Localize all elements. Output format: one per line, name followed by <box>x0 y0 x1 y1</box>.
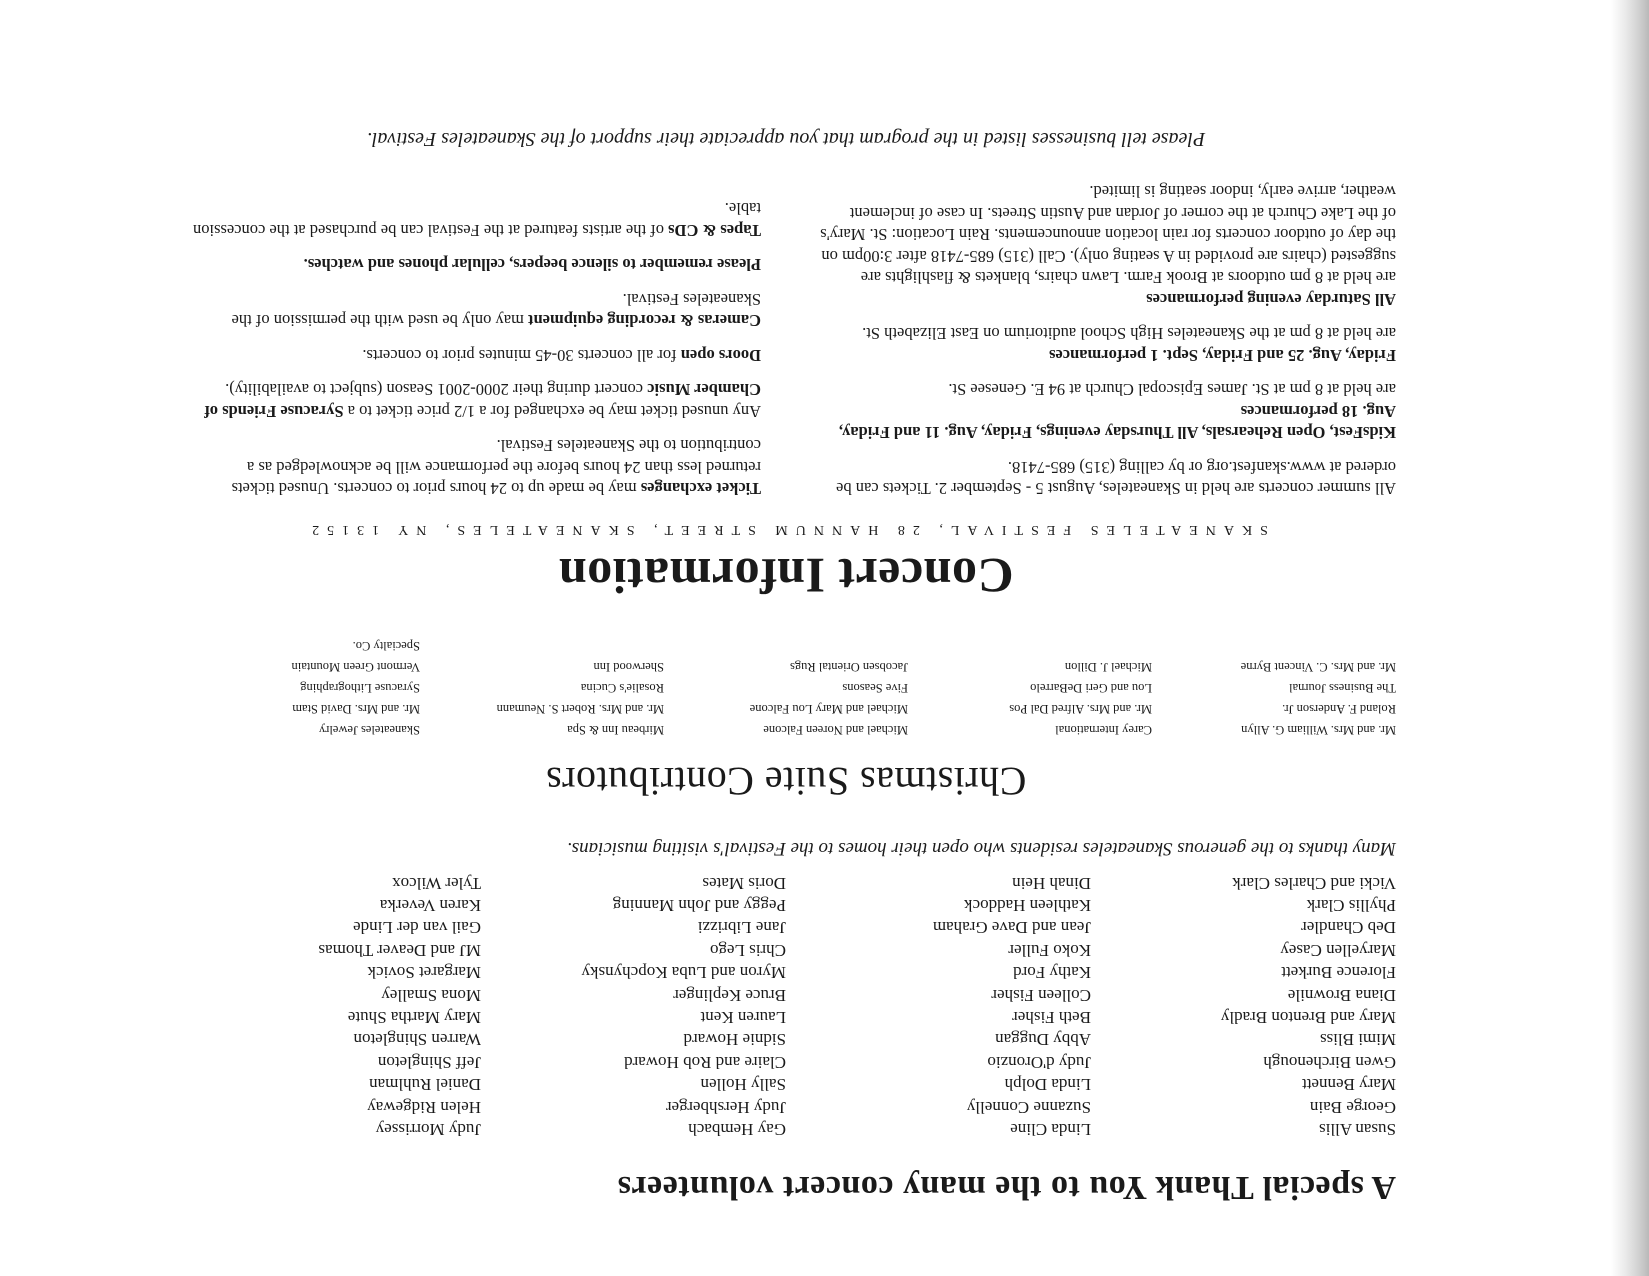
concert-info-body <box>176 168 1396 500</box>
list-item: Mary Martha Shute <box>347 1007 481 1027</box>
volunteers-column-1 <box>1091 871 1396 1140</box>
info-paragraph <box>811 181 1396 310</box>
list-item: Michael J. Dillon <box>1064 660 1152 675</box>
volunteers-column-4 <box>176 871 481 1140</box>
contributors-column-4 <box>420 635 664 740</box>
list-item: Chris Lego <box>709 940 786 960</box>
info-bold: KidsFest, Open Rehearsals, All Thursday evenings, Friday, Aug. 11 and Friday, Aug. 18 performances <box>838 401 1396 443</box>
volunteers-column-3 <box>481 871 786 1140</box>
list-item: Roland F. Anderson Jr. <box>1282 702 1396 717</box>
info-paragraph <box>811 379 1396 444</box>
list-item: Mary and Brenton Bradly <box>1220 1007 1396 1027</box>
list-item: Vicki and Charles Clark <box>1232 873 1396 893</box>
list-item: Warren Shingleton <box>353 1030 481 1050</box>
info-bold: Ticket exchanges <box>640 479 761 499</box>
info-bold: Friday, Aug. 25 and Friday, Sept. 1 performances <box>1049 345 1396 365</box>
list-item: Five Seasons <box>842 681 908 696</box>
list-item: Maryellen Casey <box>1280 940 1396 960</box>
list-item: Kathy Ford <box>1013 963 1091 983</box>
list-item: Peggy and John Manning <box>612 895 786 915</box>
info-text: for all concerts 30-45 minutes prior to concerts. <box>362 345 677 365</box>
list-item: Sally Hollen <box>700 1075 786 1095</box>
info-text: are held at 8 pm at the Skaneateles High School auditorium on East Elizabeth St. <box>862 324 1396 344</box>
list-item: Mr. and Mrs. C. Vincent Byrne <box>1240 660 1396 675</box>
list-item: Gwen Birchenough <box>1263 1052 1396 1072</box>
info-paragraph <box>176 288 761 331</box>
info-text: concert during their 2000-2001 Season (subject to availability). <box>225 380 644 400</box>
list-item: Doris Mates <box>702 873 786 893</box>
sponsor-appreciation-note: Please tell businesses listed in the program that you appreciate their support of the Skaneateles Festival. <box>366 127 1206 150</box>
list-item: Tyler Wilcox <box>392 873 481 893</box>
list-item: Mr. and Mrs. William G. Allyn <box>1241 723 1396 738</box>
info-paragraph <box>176 344 761 366</box>
list-item: Mary Bennett <box>1302 1075 1396 1095</box>
list-item: Sidnie Howard <box>683 1030 786 1050</box>
list-item: Judy Morrissey <box>375 1120 481 1139</box>
info-text: may be made up to 24 hours prior to concerts. Unused tickets returned less than 24 hours before the performance will be acknowledged as a contribution to the Skaneateles Festival. <box>231 436 761 499</box>
list-item: George Bain <box>1309 1097 1396 1117</box>
list-item: Mr. and Mrs. David Stam <box>292 702 420 717</box>
list-item: Sherwood Inn <box>593 660 664 675</box>
list-item: Dinah Hein <box>1012 873 1091 893</box>
info-text: of the artists featured at the Festival can be purchased at the concession table. <box>192 199 761 240</box>
list-item: Koko Fuller <box>1008 940 1091 960</box>
list-item: Beth Fisher <box>1012 1007 1091 1027</box>
list-item: Colleen Fisher <box>991 985 1091 1005</box>
info-bold: Tapes & CDs <box>668 220 761 240</box>
list-item: Linda Cline <box>1010 1120 1091 1139</box>
list-item: Lou and Geri DeBarrelo <box>1030 681 1152 696</box>
list-item: Rosalie's Cucina <box>580 681 664 696</box>
contributors-list <box>176 635 1396 740</box>
list-item: Judy Hershberger <box>665 1097 786 1117</box>
list-item: Vermont Green Mountain <box>291 660 420 675</box>
list-item: Jean and Dave Graham <box>932 918 1091 938</box>
info-paragraph <box>811 323 1396 366</box>
list-item: Phyllis Clark <box>1306 895 1396 915</box>
volunteers-list <box>176 871 1396 1140</box>
info-bold: Doors open <box>680 345 761 365</box>
list-item: Gay Hembach <box>688 1120 786 1139</box>
festival-address: SKANEATELES FESTIVAL, 28 HANNUM STREET, SKANEATELES, NY 13152 <box>304 522 1268 538</box>
list-item: Karen Veverka <box>379 895 481 915</box>
list-item: The Business Journal <box>1289 681 1396 696</box>
list-item: Mirbeau Inn & Spa <box>567 723 664 738</box>
list-item: MJ and Deaver Thomas <box>318 940 481 960</box>
list-item: Claire and Rob Howard <box>624 1052 786 1072</box>
list-item: Mimi Bliss <box>1319 1030 1396 1050</box>
list-item: Jane Librizzi <box>697 918 786 938</box>
list-item: Carey International <box>1055 723 1152 738</box>
contributors-column-2 <box>908 635 1152 740</box>
list-item: Margaret Sovick <box>367 963 481 983</box>
info-bold: Cameras & recording equipment <box>528 311 761 331</box>
book-binding-shadow <box>1611 0 1649 1276</box>
list-item: Susan Allis <box>1319 1120 1396 1139</box>
info-bold: Please remember to silence beepers, cellular phones and watches. <box>303 255 761 275</box>
list-item: Abby Duggan <box>995 1030 1091 1050</box>
info-text: Any unused ticket may be exchanged for a 1/2 price ticket to a <box>347 401 761 421</box>
contributors-column-3 <box>664 635 908 740</box>
host-families-note: Many thanks to the generous Skaneateles residents who open their homes to the Festival's visiting musicians. <box>566 838 1396 860</box>
list-item: Judy d'Oronzio <box>987 1052 1091 1072</box>
list-item: Deb Chandler <box>1301 918 1396 938</box>
info-bold: Syracuse Friends of Chamber Music <box>204 380 761 421</box>
info-paragraph <box>176 435 761 500</box>
info-text: are held at 8 pm at St. James Episcopal Church at 94 E. Genesee St. <box>948 380 1396 400</box>
list-item: Michael and Noreen Falcone <box>763 723 908 738</box>
list-item: Diana Brownile <box>1287 985 1396 1005</box>
info-bold: All Saturday evening performances <box>1146 289 1396 309</box>
list-item: Daniel Ruhlman <box>369 1075 481 1095</box>
list-item: Michael and Mary Lou Falcone <box>749 702 908 717</box>
list-item: Suzanne Connelly <box>966 1097 1091 1117</box>
list-item: Skaneateles Jewelry <box>318 723 420 738</box>
info-paragraph: All summer concerts are held in Skaneateles, August 5 - September 2. Tickets can be ordered at www.skanfest.org or by calling (315) 685-7418. <box>836 457 1396 499</box>
volunteers-heading: A special Thank You to the many concert volunteers <box>617 1169 1396 1206</box>
list-item: Specialty Co. <box>352 639 420 654</box>
list-item: Mr. and Mrs. Alfred Dal Pos <box>1009 702 1152 717</box>
list-item: Bruce Keplinger <box>673 985 786 1005</box>
list-item: Myron and Luba Kopchynsky <box>581 963 786 983</box>
list-item: Gail van der Linde <box>353 918 481 938</box>
info-paragraph <box>176 198 761 241</box>
list-item: Lauren Kent <box>700 1007 786 1027</box>
list-item: Mr. and Mrs. Robert S. Neumann <box>496 702 664 717</box>
list-item: Jeff Shingleton <box>377 1052 481 1072</box>
concert-info-left-column <box>811 168 1396 500</box>
list-item: Linda Dolph <box>1004 1075 1091 1095</box>
info-paragraph <box>176 379 761 422</box>
volunteers-column-2 <box>786 871 1091 1140</box>
list-item: Jacobsen Oriental Rugs <box>789 660 908 675</box>
info-text: may only be used with the permission of the Skaneateles Festival. <box>231 289 761 331</box>
contributors-column-5 <box>176 635 420 740</box>
info-paragraph <box>176 254 761 276</box>
list-item: Mona Smalley <box>381 985 481 1005</box>
list-item: Kathleen Haddock <box>964 895 1091 915</box>
list-item: Florence Burkett <box>1281 963 1396 983</box>
list-item: Helen Ridgeway <box>367 1097 481 1117</box>
concert-info-right-column <box>176 168 761 500</box>
info-text: are held at 8 pm outdoors at Brook Farm. Lawn chairs, blankets & flashlights are suggested (chairs are provided in A seating only). Call (315) 685-7418 after 3:00pm on the day of outdoor concerts for rain location announcements. Rain Location: St. Mary's of the Lake Church at the corner of Jordan and Austin Streets. In case of inclement weather, arrive early, indoor seating is limited. <box>820 182 1396 288</box>
contributors-column-1 <box>1152 635 1396 740</box>
contributors-heading: Christmas Suite Contributors <box>545 759 1027 805</box>
list-item: Syracuse Lithographing <box>300 681 420 696</box>
concert-info-heading: Concert Information <box>558 548 1014 605</box>
